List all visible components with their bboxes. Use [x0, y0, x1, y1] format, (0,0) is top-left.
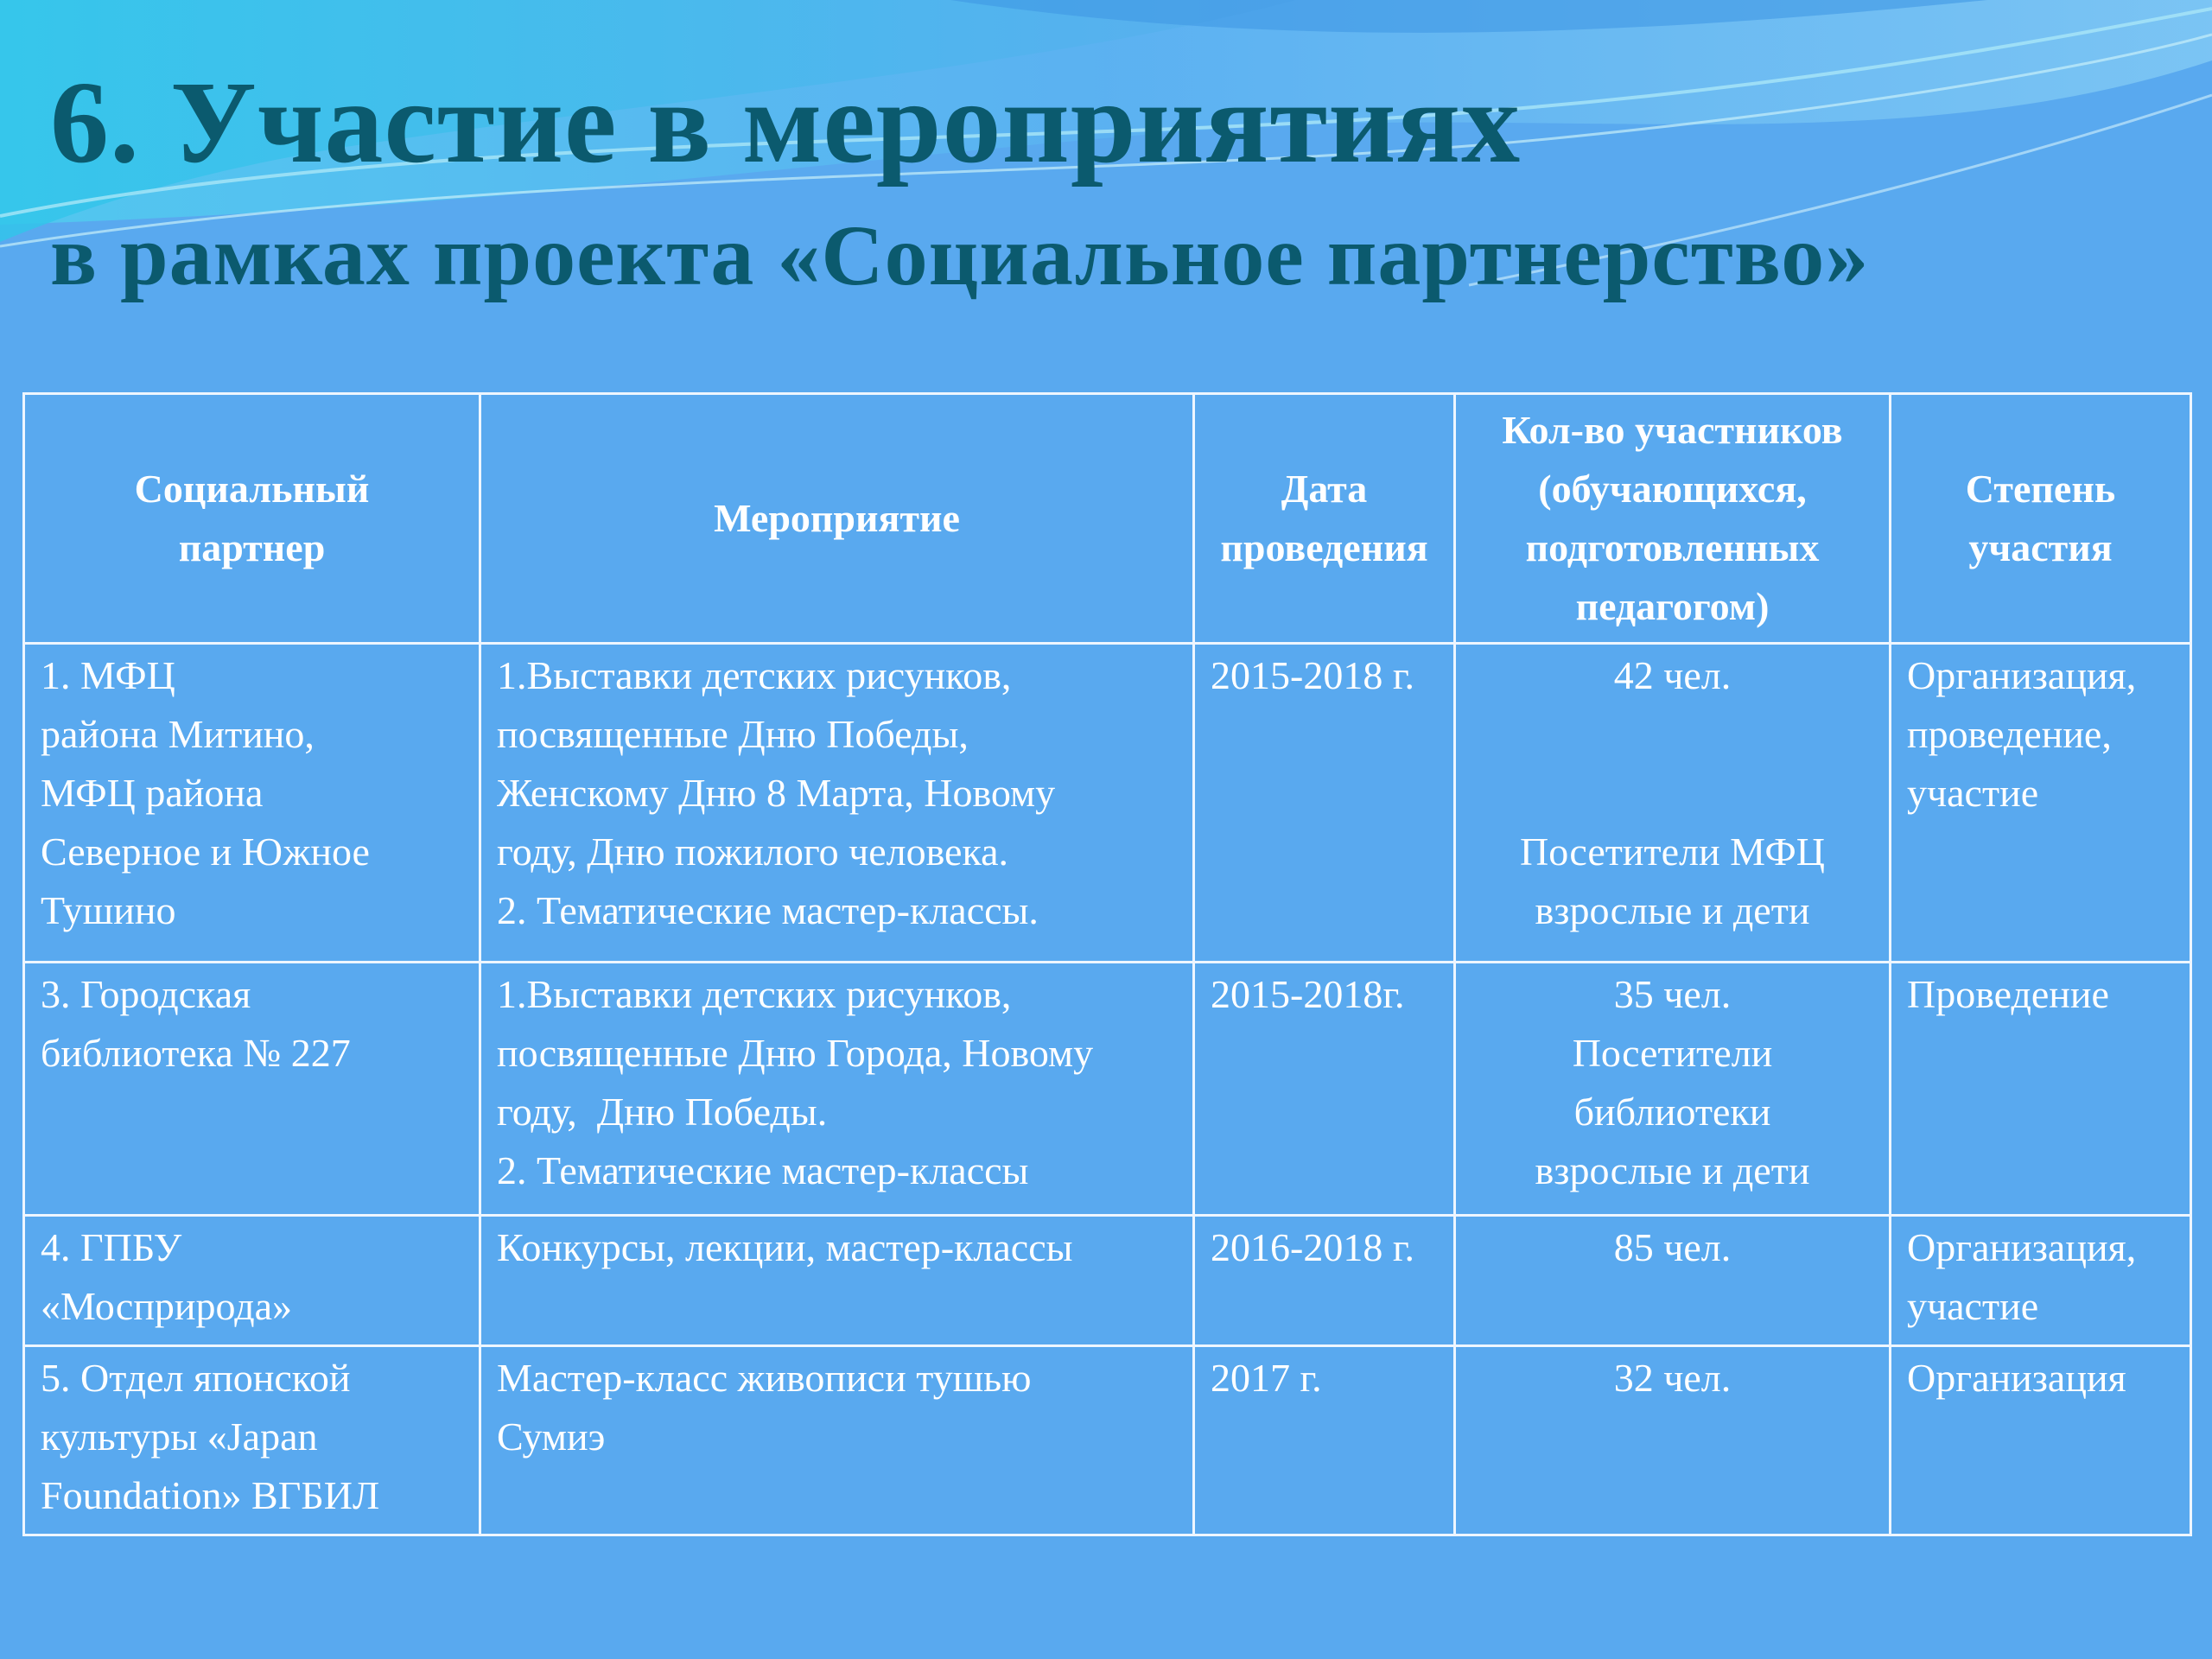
table-row	[24, 644, 2191, 963]
header-event: Мероприятие	[480, 394, 1194, 644]
cell-partner: 5. Отдел японской культуры «Japan Foundation» ВГБИЛ	[24, 1346, 480, 1535]
cell-participants: 32 чел.	[1455, 1346, 1891, 1535]
cell-degree: Организация	[1891, 1346, 2191, 1535]
cell-participants: 85 чел.	[1455, 1216, 1891, 1346]
header-participants: Кол-во участников (обучающихся, подготовленных педагогом)	[1455, 394, 1891, 644]
cell-degree: Организация, участие	[1891, 1216, 2191, 1346]
cell-participants: 35 чел. Посетители библиотеки взрослые и дети	[1455, 963, 1891, 1216]
cell-partner: 3. Городская библиотека № 227	[24, 963, 480, 1216]
cell-degree: Проведение	[1891, 963, 2191, 1216]
cell-partner: 1. МФЦ района Митино, МФЦ района Северное и Южное Тушино	[24, 644, 480, 963]
slide-title: 6. Участие в мероприятиях	[50, 58, 1522, 188]
slide-subtitle: в рамках проекта «Социальное партнерство»	[50, 207, 1870, 303]
cell-partner: 4. ГПБУ «Мосприрода»	[24, 1216, 480, 1346]
cell-date: 2015-2018г.	[1194, 963, 1455, 1216]
cell-event: Конкурсы, лекции, мастер-классы	[480, 1216, 1194, 1346]
table-row	[24, 963, 2191, 1216]
table-row	[24, 1216, 2191, 1346]
header-partner: Социальный партнер	[24, 394, 480, 644]
header-date: Дата проведения	[1194, 394, 1455, 644]
table-header-row	[24, 394, 2191, 644]
table-row	[24, 1346, 2191, 1535]
cell-date: 2015-2018 г.	[1194, 644, 1455, 963]
cell-event: 1.Выставки детских рисунков, посвященные Дню Победы, Женскому Дню 8 Марта, Новому году, Дню пожилого человека. 2. Тематические мастер-классы.	[480, 644, 1194, 963]
cell-event: Мастер-класс живописи тушью Сумиэ	[480, 1346, 1194, 1535]
partners-table	[22, 392, 2192, 1536]
cell-date: 2016-2018 г.	[1194, 1216, 1455, 1346]
cell-date: 2017 г.	[1194, 1346, 1455, 1535]
cell-degree: Организация, проведение, участие	[1891, 644, 2191, 963]
cell-participants: 42 чел. Посетители МФЦ взрослые и дети	[1455, 644, 1891, 963]
header-degree: Степень участия	[1891, 394, 2191, 644]
cell-event: 1.Выставки детских рисунков, посвященные Дню Города, Новому году, Дню Победы. 2. Тематические мастер-классы	[480, 963, 1194, 1216]
